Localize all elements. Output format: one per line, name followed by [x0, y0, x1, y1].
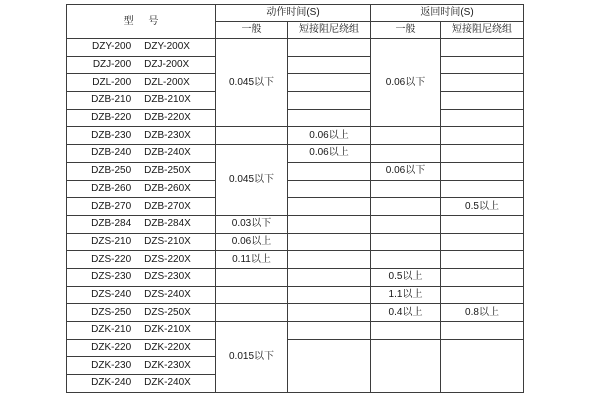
return-damping-cell — [441, 74, 524, 92]
model-cell — [67, 233, 216, 251]
action-damping-cell — [288, 251, 371, 269]
table-row — [67, 109, 524, 127]
return-general-cell — [371, 233, 441, 251]
action-general-cell: 0.11以上 — [216, 251, 288, 269]
model-pair — [67, 42, 215, 52]
action-damping-cell: 0.06以上 — [288, 145, 371, 163]
model-number: DZS-250 — [91, 306, 132, 318]
return-damping-cell — [441, 39, 524, 57]
return-general-cell — [371, 127, 441, 145]
model-cell — [67, 145, 216, 163]
model-number-x: DZB-250X — [144, 165, 191, 177]
return-damping-cell — [441, 162, 524, 180]
model-cell — [67, 339, 216, 357]
action-general-cell: 0.045以下 — [216, 39, 288, 127]
model-cell — [67, 251, 216, 269]
table-row — [67, 233, 524, 251]
model-number-x: DZK-240X — [144, 377, 191, 389]
table-row — [67, 322, 524, 340]
model-cell — [67, 304, 216, 322]
action-damping-cell — [288, 198, 371, 216]
model-number-x: DZB-270X — [144, 200, 191, 212]
model-number: DZB-230 — [91, 129, 132, 141]
model-number-x: DZB-260X — [144, 182, 191, 194]
model-number: DZB-250 — [91, 165, 132, 177]
return-general-cell: 0.06以下 — [371, 39, 441, 127]
model-number: DZB-210 — [91, 94, 132, 106]
action-general-cell — [216, 268, 288, 286]
action-general-cell: 0.015以下 — [216, 322, 288, 393]
return-damping-cell — [441, 56, 524, 74]
model-number: DZS-220 — [91, 253, 132, 265]
action-damping-cell — [288, 109, 371, 127]
return-damping-cell: 0.5以上 — [441, 198, 524, 216]
return-general-cell — [371, 251, 441, 269]
table-row — [67, 74, 524, 92]
model-pair — [67, 219, 215, 229]
return-damping-cell — [441, 339, 524, 392]
return-damping-cell — [441, 145, 524, 163]
model-number-x: DZK-230X — [144, 359, 191, 371]
table-body — [67, 39, 524, 393]
model-pair — [67, 113, 215, 123]
return-general-cell: 1.1以上 — [371, 286, 441, 304]
model-cell — [67, 375, 216, 393]
model-pair — [67, 78, 215, 88]
action-damping-cell — [288, 304, 371, 322]
model-pair — [67, 148, 215, 158]
return-damping-cell — [441, 322, 524, 340]
return-damping-cell — [441, 92, 524, 110]
model-number-x: DZK-210X — [144, 324, 191, 336]
table-row — [67, 251, 524, 269]
model-number-x: DZS-230X — [144, 271, 191, 283]
model-cell — [67, 198, 216, 216]
table-row — [67, 56, 524, 74]
table-row — [67, 145, 524, 163]
action-damping-cell: 0.06以上 — [288, 127, 371, 145]
model-number: DZK-230 — [91, 359, 132, 371]
return-general-cell — [371, 339, 441, 392]
model-pair — [67, 237, 215, 247]
action-damping-cell — [288, 56, 371, 74]
return-damping-cell — [441, 180, 524, 198]
action-damping-cell — [288, 162, 371, 180]
return-general-cell: 0.06以下 — [371, 162, 441, 180]
model-number: DZB-240 — [91, 147, 132, 159]
model-pair — [67, 290, 215, 300]
model-pair — [67, 131, 215, 141]
table-row — [67, 127, 524, 145]
model-number: DZB-260 — [91, 182, 132, 194]
model-number: DZJ-200 — [92, 59, 132, 71]
header-action-damping: 短接阻尼绕组 — [288, 22, 371, 39]
return-damping-cell: 0.8以上 — [441, 304, 524, 322]
action-damping-cell — [288, 180, 371, 198]
model-pair — [67, 166, 215, 176]
table-row — [67, 215, 524, 233]
action-damping-cell — [288, 322, 371, 340]
action-damping-cell — [288, 339, 371, 392]
header-action-general: 一般 — [216, 22, 288, 39]
return-damping-cell — [441, 268, 524, 286]
model-number-x: DZS-220X — [144, 253, 191, 265]
model-cell — [67, 56, 216, 74]
header-return-time: 返回时间(S) — [371, 5, 524, 22]
model-pair — [67, 325, 215, 335]
model-number-x: DZS-250X — [144, 306, 191, 318]
table-row — [67, 162, 524, 180]
header-return-general: 一般 — [371, 22, 441, 39]
model-number: DZK-210 — [91, 324, 132, 336]
model-number: DZK-240 — [91, 377, 132, 389]
action-damping-cell — [288, 39, 371, 57]
model-number: DZB-220 — [91, 112, 132, 124]
table-row — [67, 92, 524, 110]
model-pair — [67, 378, 215, 388]
action-damping-cell — [288, 268, 371, 286]
model-pair — [67, 308, 215, 318]
model-cell — [67, 162, 216, 180]
model-cell — [67, 127, 216, 145]
model-number: DZL-200 — [92, 76, 132, 88]
return-damping-cell — [441, 127, 524, 145]
action-general-cell: 0.045以下 — [216, 145, 288, 216]
model-cell — [67, 286, 216, 304]
return-general-cell: 0.5以上 — [371, 268, 441, 286]
return-damping-cell — [441, 251, 524, 269]
return-general-cell — [371, 322, 441, 340]
model-number: DZB-284 — [91, 218, 132, 230]
model-number-x: DZS-210X — [144, 235, 191, 247]
model-number: DZK-220 — [91, 342, 132, 354]
action-damping-cell — [288, 233, 371, 251]
model-cell — [67, 92, 216, 110]
model-cell — [67, 268, 216, 286]
model-number-x: DZB-230X — [144, 129, 191, 141]
table-row — [67, 339, 524, 357]
table-row — [67, 304, 524, 322]
model-number-x: DZJ-200X — [144, 59, 190, 71]
header-action-time: 动作时间(S) — [216, 5, 371, 22]
action-damping-cell — [288, 286, 371, 304]
relay-spec-table — [66, 4, 524, 393]
model-cell — [67, 215, 216, 233]
model-cell — [67, 39, 216, 57]
return-general-cell — [371, 215, 441, 233]
model-number-x: DZY-200X — [144, 41, 190, 53]
table-row — [67, 39, 524, 57]
model-pair — [67, 343, 215, 353]
model-number-x: DZS-240X — [144, 288, 191, 300]
action-general-cell — [216, 304, 288, 322]
table-row — [67, 286, 524, 304]
model-cell — [67, 180, 216, 198]
model-cell — [67, 322, 216, 340]
model-cell — [67, 357, 216, 375]
model-number: DZS-230 — [91, 271, 132, 283]
header-row-1 — [67, 5, 524, 22]
model-number: DZY-200 — [92, 41, 132, 53]
return-general-cell — [371, 180, 441, 198]
header-return-damping: 短接阻尼绕组 — [441, 22, 524, 39]
return-general-cell — [371, 145, 441, 163]
model-pair — [67, 95, 215, 105]
model-cell — [67, 74, 216, 92]
action-damping-cell — [288, 74, 371, 92]
model-pair — [67, 272, 215, 282]
model-number-x: DZB-220X — [144, 112, 191, 124]
action-damping-cell — [288, 215, 371, 233]
action-general-cell: 0.06以上 — [216, 233, 288, 251]
model-number: DZB-270 — [91, 200, 132, 212]
model-number-x: DZL-200X — [144, 76, 190, 88]
header-model: 型 号 — [67, 5, 216, 39]
action-general-cell — [216, 127, 288, 145]
return-damping-cell — [441, 215, 524, 233]
model-number-x: DZB-210X — [144, 94, 191, 106]
return-damping-cell — [441, 233, 524, 251]
model-number-x: DZK-220X — [144, 342, 191, 354]
model-pair — [67, 184, 215, 194]
model-number: DZS-240 — [91, 288, 132, 300]
action-general-cell — [216, 286, 288, 304]
table-row — [67, 268, 524, 286]
return-damping-cell — [441, 109, 524, 127]
model-cell — [67, 109, 216, 127]
action-damping-cell — [288, 92, 371, 110]
table-row — [67, 198, 524, 216]
return-general-cell — [371, 198, 441, 216]
model-number: DZS-210 — [91, 235, 132, 247]
model-pair — [67, 255, 215, 265]
table-row — [67, 180, 524, 198]
return-general-cell: 0.4以上 — [371, 304, 441, 322]
model-pair — [67, 60, 215, 70]
action-general-cell: 0.03以下 — [216, 215, 288, 233]
return-damping-cell — [441, 286, 524, 304]
model-pair — [67, 361, 215, 371]
model-number-x: DZB-284X — [144, 218, 191, 230]
model-pair — [67, 202, 215, 212]
model-number-x: DZB-240X — [144, 147, 191, 159]
